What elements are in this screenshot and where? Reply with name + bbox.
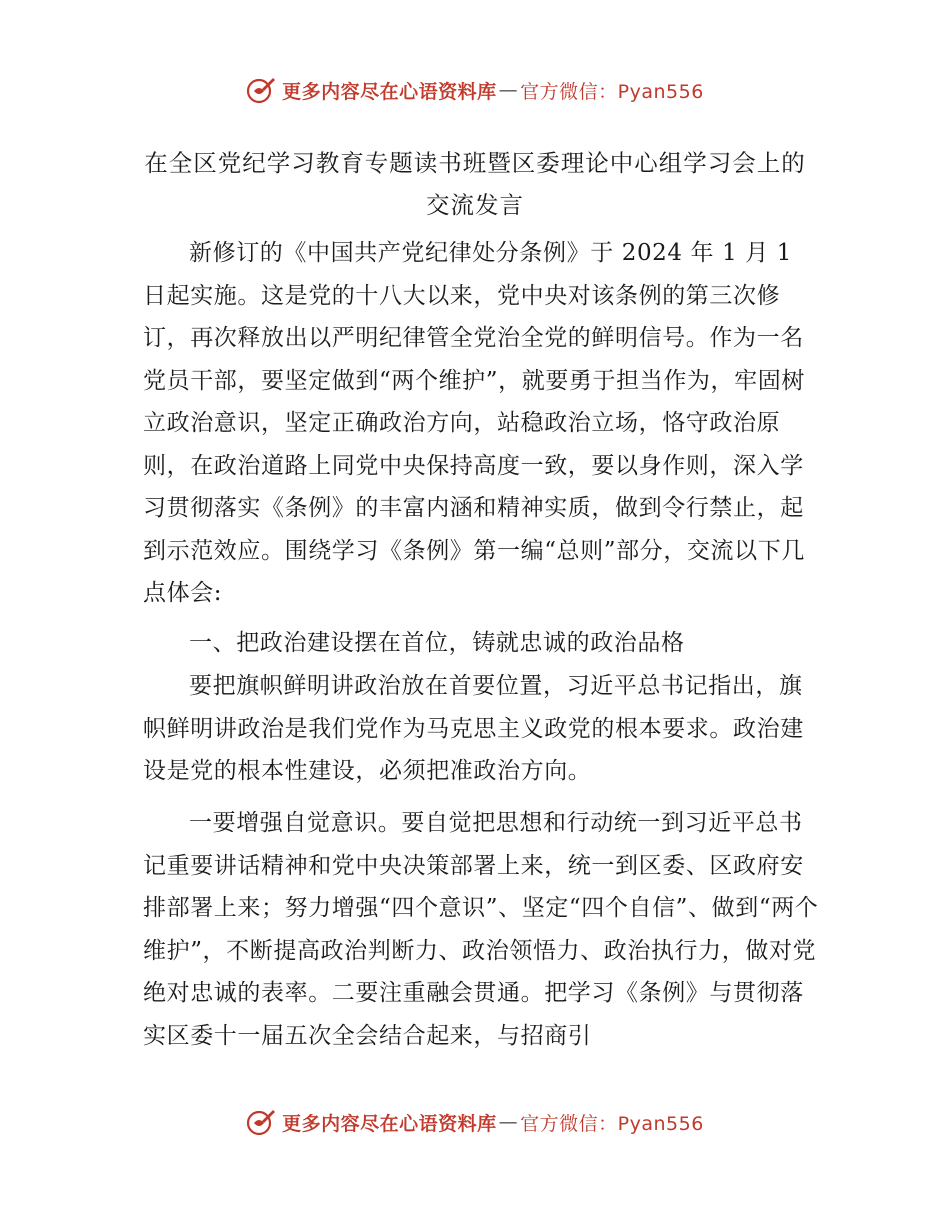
watermark-wechat: 官方微信：Pyan556 — [520, 80, 704, 103]
pen-logo-icon — [246, 75, 276, 105]
watermark-dash: — — [498, 1111, 519, 1133]
body-paragraph-intro: 新修订的《中国共产党纪律处分条例》于 2024 年 1 月 1 日起实施。这是党的十八大以来，党中央对该条例的第三次修订，再次释放出以严明纪律管全党治全党的鲜明信号。作为一名党员干部，要坚定做到“两个维护”，就要勇于担当作为，牢固树立政治意识，坚定正确政治方向，站稳政治立场，恪守政治原则，在政治道路上同党中央保持高度一致，要以身作则，深入学习贯彻落实《条例》的丰富内涵和精神实质，做到令行禁止，起到示范效应。围绕学习《条例》第一编“总则”部分，交流以下几点体会: — [143, 240, 805, 606]
watermark-wechat: 官方微信：Pyan556 — [520, 1112, 704, 1135]
document-title-line-2: 交流发言 — [426, 191, 524, 219]
watermark-text: 更多内容尽在心语资料库 — [282, 80, 497, 103]
watermark-header — [0, 70, 950, 110]
body-paragraph-3: 一要增强自觉意识。要自觉把思想和行动统一到习近平总书记重要讲话精神和党中央决策部署上来，统一到区委、区政府安排部署上来；努力增强“四个意识”、坚定“四个自信”、做到“两个维护”，不断提高政治判断力、政治领悟力、政治执行力，做对党绝对忠诚的表率。二要注重融会贯通。把学习《条例》与贯彻落实区委十一届五次全会结合起来，与招商引 — [143, 810, 819, 1049]
section-heading-1: 一、把政治建设摆在首位，铸就忠诚的政治品格 — [189, 630, 685, 656]
watermark-text: 更多内容尽在心语资料库 — [282, 1112, 497, 1135]
watermark-footer — [0, 1102, 950, 1142]
body-paragraph-2: 要把旗帜鲜明讲政治放在首要位置，习近平总书记指出，旗帜鲜明讲政治是我们党作为马克思主义政党的根本要求。政治建设是党的根本性建设，必须把准政治方向。 — [143, 673, 804, 784]
document-title-line-1: 在全区党纪学习教育专题读书班暨区委理论中心组学习会上的 — [144, 149, 806, 177]
watermark-dash: — — [498, 79, 519, 101]
pen-logo-icon — [246, 1107, 276, 1137]
